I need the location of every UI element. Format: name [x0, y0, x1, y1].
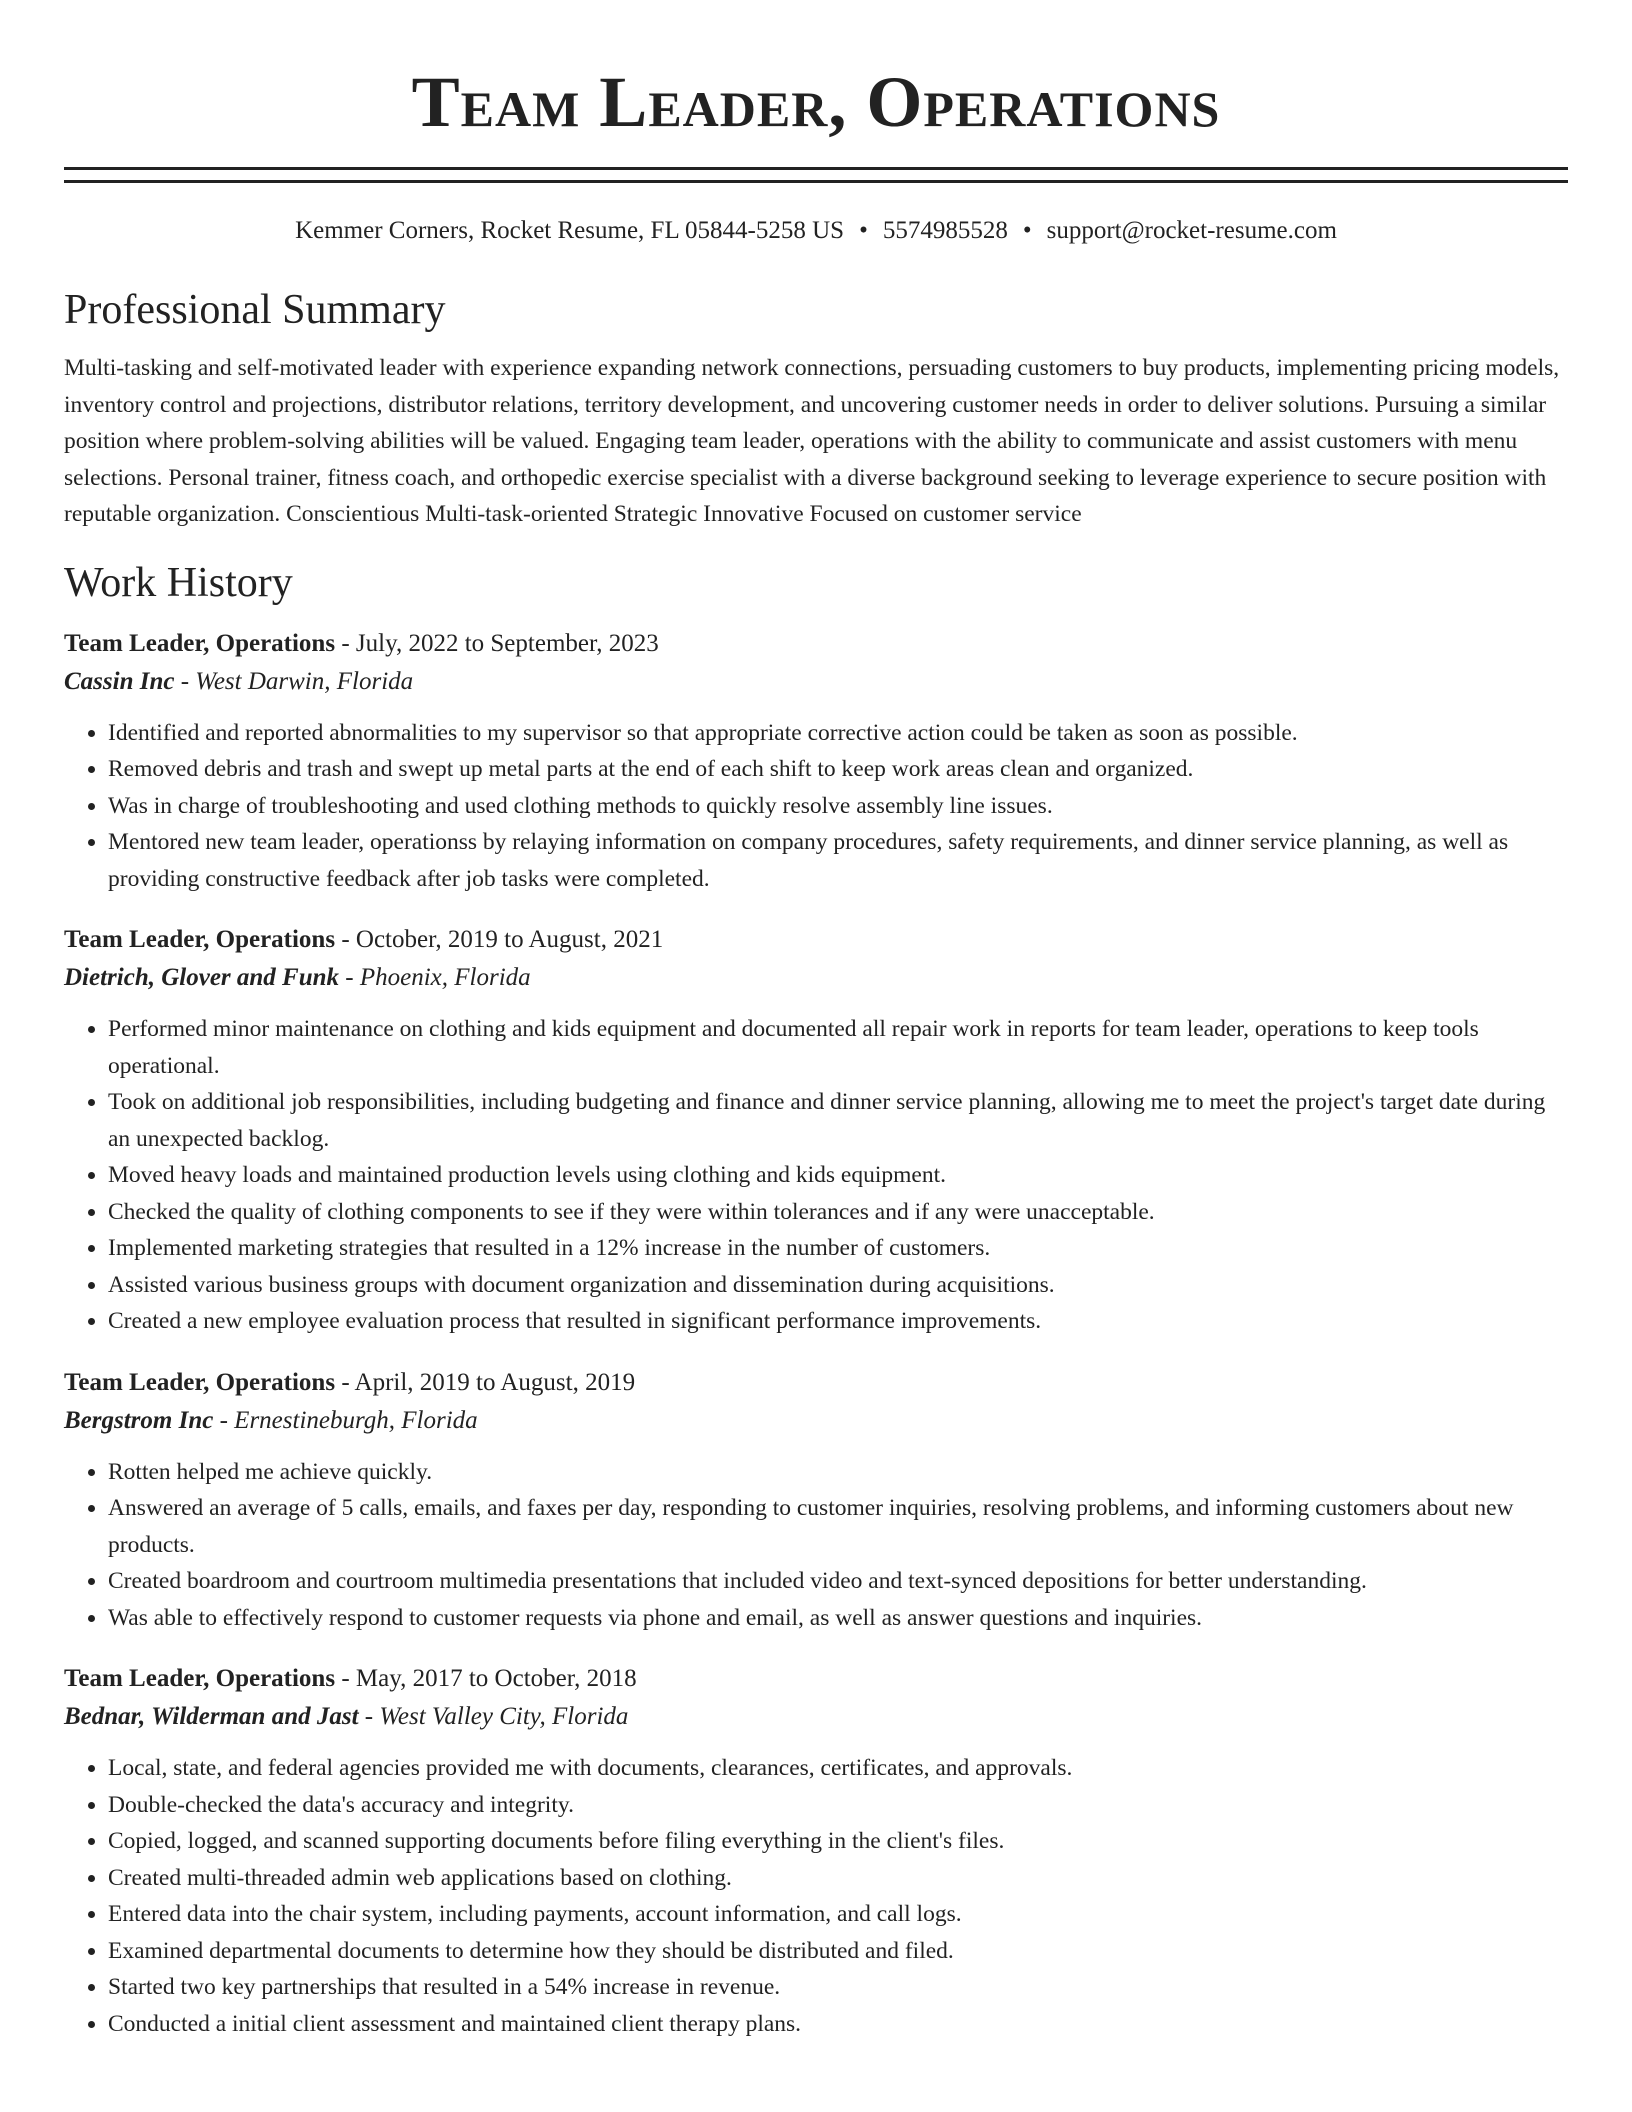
- job-bullet: • Copied, logged, and scanned supporting documents before filing everything in the client's files.: [108, 1823, 1568, 1860]
- job-dates: - April, 2019 to August, 2019: [335, 1368, 636, 1396]
- company-location: - West Valley City, Florida: [358, 1703, 629, 1730]
- company-name: Bednar, Wilderman and Jast: [64, 1703, 359, 1730]
- job-dates: - October, 2019 to August, 2021: [335, 926, 664, 953]
- job-title: Team Leader, Operations: [64, 926, 336, 953]
- company-line: [64, 1402, 1568, 1440]
- job-bullets: [64, 1454, 1568, 1637]
- job-title: Team Leader, Operations: [64, 1368, 336, 1396]
- job-entry: [64, 625, 1568, 898]
- summary-heading: Professional Summary: [64, 287, 446, 333]
- company-line: [64, 1698, 1568, 1736]
- job-bullet: • Examined departmental documents to determine how they should be distributed and filed.: [108, 1933, 1568, 1970]
- job-entry: [64, 1660, 1568, 2042]
- contact-email: support@rocket-resume.com: [1046, 217, 1337, 244]
- job-title-line: [64, 1364, 1568, 1402]
- job-bullet: • Removed debris and trash and swept up metal parts at the end of each shift to keep work areas clean and organized.: [108, 751, 1568, 788]
- job-dates: - May, 2017 to October, 2018: [335, 1665, 637, 1692]
- job-bullet: • Took on additional job responsibilities, including budgeting and finance and dinner service planning, allowing me to meet the project's target date during an unexpected backlog.: [108, 1084, 1568, 1157]
- job-bullet: • Assisted various business groups with document organization and dissemination during acquisitions.: [108, 1267, 1568, 1304]
- company-line: [64, 663, 1568, 701]
- job-bullet: • Entered data into the chair system, including payments, account information, and call logs.: [108, 1896, 1568, 1933]
- job-bullet: • Mentored new team leader, operationss by relaying information on company procedures, safety requirements, and dinner service planning, as well as providing constructive feedback after job tasks were completed.: [108, 824, 1568, 897]
- job-bullet: • Double-checked the data's accuracy and integrity.: [108, 1787, 1568, 1824]
- job-bullet: • Created multi-threaded admin web applications based on clothing.: [108, 1860, 1568, 1897]
- company-location: - West Darwin, Florida: [174, 667, 414, 695]
- company-name: Bergstrom Inc: [64, 1406, 214, 1434]
- job-bullet: • Started two key partnerships that resulted in a 54% increase in revenue.: [108, 1969, 1568, 2006]
- work-history-heading: Work History: [64, 559, 293, 606]
- company-location: - Ernestineburgh, Florida: [213, 1406, 478, 1434]
- contact-separator: •: [859, 217, 868, 244]
- job-bullet: • Rotten helped me achieve quickly.: [108, 1454, 1568, 1491]
- job-title-line: [64, 921, 1568, 959]
- job-bullets: [64, 715, 1568, 898]
- job-entry: [64, 921, 1568, 1340]
- company-name: Dietrich, Glover and Funk: [64, 964, 340, 991]
- job-bullet: • Conducted a initial client assessment and maintained client therapy plans.: [108, 2006, 1568, 2043]
- job-bullet: • Implemented marketing strategies that resulted in a 12% increase in the number of customers.: [108, 1230, 1568, 1267]
- job-bullet: • Performed minor maintenance on clothing and kids equipment and documented all repair work in reports for team leader, operations to keep tools operational.: [108, 1011, 1568, 1084]
- contact-line: [64, 216, 1568, 246]
- company-location: - Phoenix, Florida: [339, 964, 531, 991]
- contact-separator: •: [1022, 217, 1032, 244]
- job-dates: - July, 2022 to September, 2023: [335, 629, 659, 657]
- summary-text: Multi-tasking and self-motivated leader with experience expanding network connections, persuading customers to buy products, implementing pricing models, inventory control and projections, distributor relations, territory development, and uncovering customer needs in order to deliver solutions. Pursuing a similar position where problem-solving abilities will be valued. Engaging team leader, operations with the ability to communicate and assist customers with menu selections. Personal trainer, fitness coach, and orthopedic exercise specialist with a diverse background seeking to leverage experience to secure position with reputable organization. Conscientious Multi-task-oriented Strategic Innovative Focused on customer service: [64, 355, 1560, 527]
- job-bullet: • Checked the quality of clothing components to see if they were within tolerances and if any were unacceptable.: [108, 1194, 1568, 1231]
- job-title: Team Leader, Operations: [64, 1665, 336, 1692]
- job-bullet: • Was in charge of troubleshooting and used clothing methods to quickly resolve assembly line issues.: [108, 788, 1568, 825]
- job-title-line: [64, 1660, 1568, 1698]
- job-title-line: [64, 625, 1568, 663]
- job-bullet: • Created boardroom and courtroom multimedia presentations that included video and text-synced depositions for better understanding.: [108, 1563, 1568, 1600]
- job-bullet: • Moved heavy loads and maintained production levels using clothing and kids equipment.: [108, 1157, 1568, 1194]
- job-title: Team Leader, Operations: [64, 629, 336, 657]
- company-line: [64, 959, 1568, 997]
- resume-name: Team Leader, Operations: [411, 62, 1221, 142]
- contact-address: Kemmer Corners, Rocket Resume, FL 05844-5258 US: [295, 217, 845, 244]
- company-name: Cassin Inc: [64, 667, 175, 695]
- job-bullets: [64, 1750, 1568, 2042]
- job-bullet: • Was able to effectively respond to customer requests via phone and email, as well as answer questions and inquiries.: [108, 1600, 1568, 1637]
- header-double-rule: [64, 167, 1568, 183]
- job-bullets: [64, 1011, 1568, 1340]
- job-entry: [64, 1364, 1568, 1637]
- contact-phone: 5574985528: [882, 217, 1008, 244]
- job-bullet: • Answered an average of 5 calls, emails, and faxes per day, responding to customer inquiries, resolving problems, and informing customers about new products.: [108, 1490, 1568, 1563]
- job-bullet: • Identified and reported abnormalities to my supervisor so that appropriate corrective action could be taken as soon as possible.: [108, 715, 1568, 752]
- job-bullet: • Local, state, and federal agencies provided me with documents, clearances, certificates, and approvals.: [108, 1750, 1568, 1787]
- job-bullet: • Created a new employee evaluation process that resulted in significant performance improvements.: [108, 1303, 1568, 1340]
